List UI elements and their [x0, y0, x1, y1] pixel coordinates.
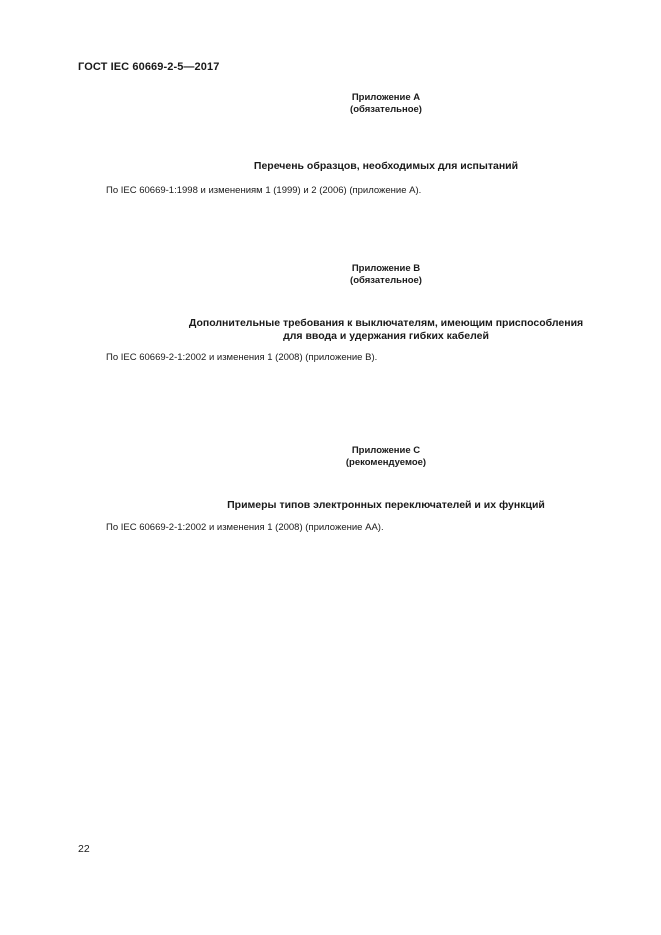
- annex-title-line: Перечень образцов, необходимых для испытаний: [253, 160, 519, 172]
- annex-text: По IEC 60669-2-1:2002 и изменения 1 (2008) (приложение В).: [106, 352, 378, 363]
- annex-label: Приложение В: [351, 263, 421, 274]
- annex-title-line: Примеры типов электронных переключателей и их функций: [227, 499, 545, 511]
- annex-title-line: для ввода и удержания гибких кабелей: [283, 330, 489, 342]
- document-header: ГОСТ IEC 60669-2-5—2017: [78, 61, 220, 73]
- annex-status: (обязательное): [350, 275, 422, 286]
- annex-c-section: [78, 445, 614, 534]
- annex-a-section: [78, 92, 614, 197]
- annex-label: Приложение А: [351, 92, 421, 103]
- annex-title: [158, 499, 614, 512]
- page-number: 22: [78, 843, 90, 855]
- annex-title-line: Дополнительные требования к выключателям, имеющим приспособления: [188, 317, 584, 329]
- annex-title: [158, 160, 614, 173]
- annex-b-section: [78, 263, 614, 364]
- annex-text: По IEC 60669-2-1:2002 и изменения 1 (2008) (приложение АА).: [106, 522, 384, 533]
- annex-text: По IEC 60669-1:1998 и изменениям 1 (1999) и 2 (2006) (приложение А).: [106, 185, 422, 196]
- annex-status: (рекомендуемое): [345, 457, 427, 468]
- annex-label: Приложение С: [351, 445, 421, 456]
- annex-title: [158, 317, 614, 343]
- annex-status: (обязательное): [350, 104, 422, 115]
